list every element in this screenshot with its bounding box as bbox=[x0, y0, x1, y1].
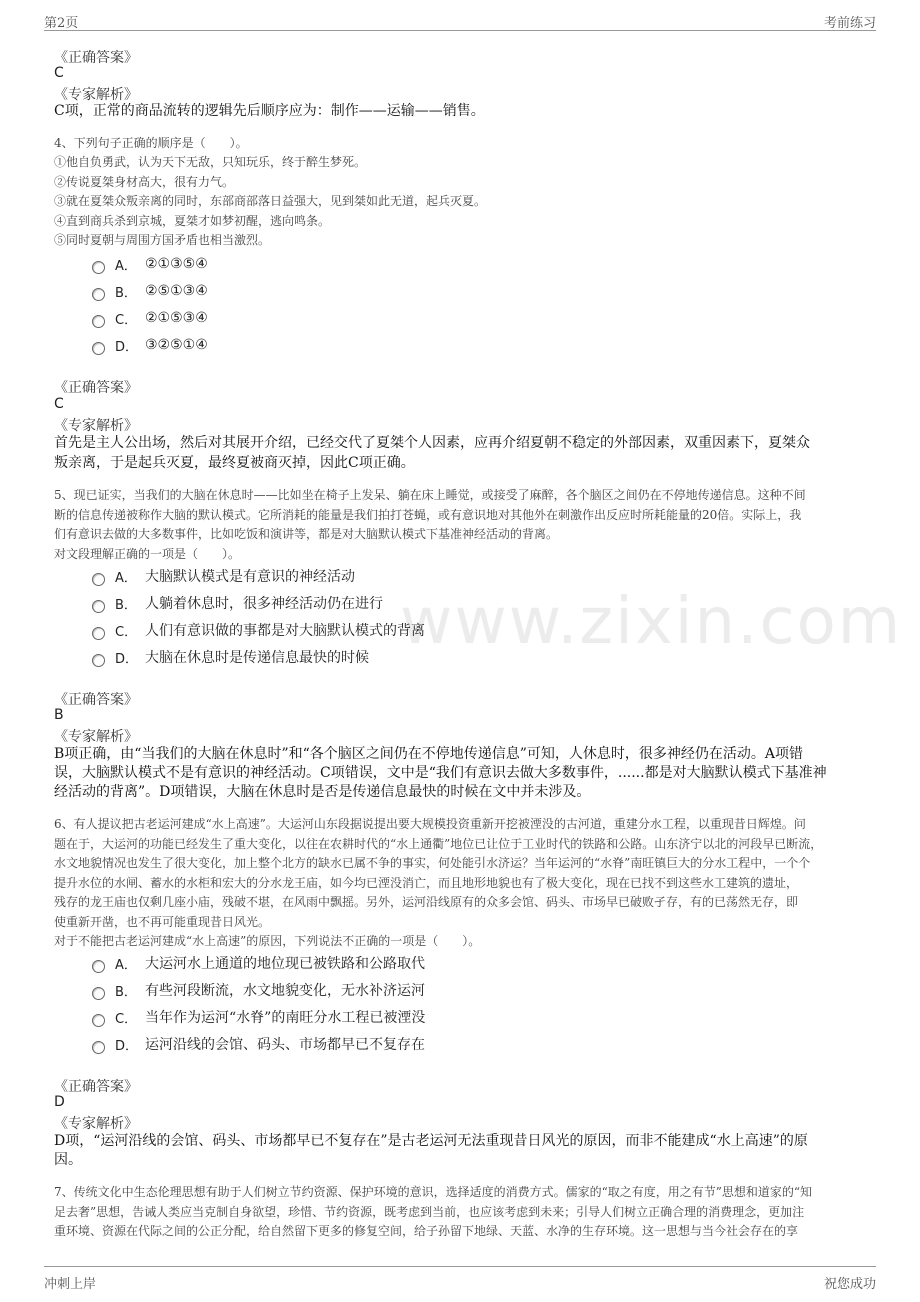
q4-sentence-4: ④直到商兵杀到京城，夏桀才如梦初醒，逃向鸣条。 bbox=[54, 214, 331, 228]
header-title: 考前练习 bbox=[823, 16, 876, 31]
q6-option-d[interactable] bbox=[92, 1032, 425, 1056]
q6-analysis-line-2: 因。 bbox=[54, 1152, 82, 1168]
q4-sentence-5: ⑤同时夏朝与周围方国矛盾也相当激烈。 bbox=[54, 233, 271, 247]
q4-option-c[interactable] bbox=[92, 306, 208, 330]
radio-button[interactable] bbox=[92, 960, 105, 973]
radio-button[interactable] bbox=[92, 654, 105, 667]
q5-option-d[interactable] bbox=[92, 645, 369, 669]
analysis-label: 《专家解析》 bbox=[54, 87, 138, 103]
footer-right-text: 祝您成功 bbox=[823, 1277, 876, 1292]
option-letter: B． bbox=[115, 285, 137, 301]
q3-answer: C bbox=[54, 65, 64, 81]
q5-analysis-line-2: 误，大脑默认模式不是有意识的神经活动。C项错误，文中是“我们有意识去做大多数事件，......都是对大脑默认模式下基准神 bbox=[54, 765, 827, 781]
q6-option-b[interactable] bbox=[92, 978, 425, 1002]
option-text: ②①⑤③④ bbox=[145, 310, 208, 326]
radio-button[interactable] bbox=[92, 261, 105, 274]
q6-analysis-line-1: D项，“运河沿线的会馆、码头、市场都早已不复存在”是古老运河无法重现昔日风光的原因，而非不能建成“水上高速”的原 bbox=[54, 1133, 808, 1149]
radio-button[interactable] bbox=[92, 987, 105, 1000]
q7-stem-line-2: 足去奢”思想，告诫人类应当克制自身欲望，珍惜、节约资源，既考虑到当前，也应该考虑到未来；引导人们树立正确合理的消费理念，更加注 bbox=[54, 1205, 805, 1219]
page-header bbox=[44, 6, 876, 31]
q4-analysis-line-2: 叛亲离，于是起兵灭夏，最终夏被商灭掉，因此C项正确。 bbox=[54, 455, 415, 471]
watermark: www.zixin.com bbox=[400, 585, 903, 659]
option-text: 运河沿线的会馆、码头、市场都早已不复存在 bbox=[145, 1037, 425, 1053]
q5-stem-line-3: 们有意识去做的大多数事件，比如吃饭和演讲等，都是对大脑默认模式下基准神经活动的背离。 bbox=[54, 527, 559, 541]
option-text: 人们有意识做的事都是对大脑默认模式的背离 bbox=[145, 623, 425, 639]
analysis-label: 《专家解析》 bbox=[54, 1116, 138, 1132]
footer-left-text: 冲刺上岸 bbox=[44, 1277, 97, 1292]
option-text: 当年作为运河“水脊”的南旺分水工程已被湮没 bbox=[145, 1010, 426, 1026]
analysis-label: 《专家解析》 bbox=[54, 418, 138, 434]
q4-sentence-1: ①他自负勇武，认为天下无敌，只知玩乐，终于醉生梦死。 bbox=[54, 155, 367, 169]
q4-answer: C bbox=[54, 396, 64, 412]
option-letter: A． bbox=[115, 957, 137, 973]
option-text: ③②⑤①④ bbox=[145, 337, 208, 353]
radio-button[interactable] bbox=[92, 288, 105, 301]
page-number: 第2页 bbox=[44, 16, 79, 31]
q6-stem-line-5: 残存的龙王庙也仅剩几座小庙，残破不堪，在风雨中飘摇。另外，运河沿线原有的众多会馆、码头、市场早已破败孑存，有的已荡然无存，即 bbox=[54, 895, 799, 909]
q5-analysis-line-3: 经活动的背离”。D项错误，大脑在休息时是否是传递信息最快的时候在文中并未涉及。 bbox=[54, 784, 591, 800]
q4-sentence-2: ②传说夏桀身材高大，很有力气。 bbox=[54, 175, 235, 189]
q5-analysis-line-1: B项正确，由“当我们的大脑在休息时”和“各个脑区之间仍在不停地传递信息”可知，人休息时，很多神经仍在活动。A项错 bbox=[54, 746, 804, 762]
q6-stem-line-6: 使重新开凿，也不再可能重现昔日风光。 bbox=[54, 915, 271, 929]
q3-analysis: C项，正常的商品流转的逻辑先后顺序应为：制作——运输——销售。 bbox=[54, 103, 485, 119]
q6-option-a[interactable] bbox=[92, 951, 425, 975]
q4-option-b[interactable] bbox=[92, 279, 208, 303]
option-letter: B． bbox=[115, 597, 137, 613]
q4-option-d[interactable] bbox=[92, 333, 208, 357]
q5-stem-line-2: 断的信息传递被称作大脑的默认模式。它所消耗的能量是我们拍打苍蝇，或有意识地对其他外在刺激作出反应时所耗能量的20倍。实际上，我 bbox=[54, 508, 802, 522]
radio-button[interactable] bbox=[92, 627, 105, 640]
q5-stem-line-1: 5、现已证实，当我们的大脑在休息时——比如坐在椅子上发呆、躺在床上睡觉，或接受了麻醉，各个脑区之间仍在不停地传递信息。这种不间 bbox=[54, 488, 806, 502]
option-text: ②⑤①③④ bbox=[145, 283, 208, 299]
option-letter: A． bbox=[115, 258, 137, 274]
option-letter: C． bbox=[115, 1011, 138, 1027]
radio-button[interactable] bbox=[92, 1014, 105, 1027]
q5-option-b[interactable] bbox=[92, 591, 383, 615]
q6-stem-line-1: 6、有人提议把古老运河建成“水上高速”。大运河山东段据说提出要大规模投资重新开挖被湮没的古河道，重建分水工程，以重现昔日辉煌。问 bbox=[54, 817, 806, 831]
option-text: 大脑默认模式是有意识的神经活动 bbox=[145, 569, 355, 585]
radio-button[interactable] bbox=[92, 573, 105, 586]
answer-label: 《正确答案》 bbox=[54, 50, 138, 66]
q4-stem: 4、下列句子正确的顺序是（ ）。 bbox=[54, 136, 248, 150]
q6-stem-line-3: 水文地貌情况也发生了很大变化，加上整个北方的缺水已属不争的事实，何处能引水济运？当年运河的“水脊”南旺镇巨大的分水工程中，一个个 bbox=[54, 856, 811, 870]
q5-option-c[interactable] bbox=[92, 618, 425, 642]
option-letter: D． bbox=[115, 1038, 139, 1054]
q7-stem-line-3: 重环境、资源在代际之间的公正分配，给自然留下更多的修复空间，给子孙留下地绿、天蓝、水净的生存环境。这一思想与当今社会存在的享 bbox=[54, 1224, 799, 1238]
option-letter: B． bbox=[115, 984, 137, 1000]
option-letter: C． bbox=[115, 312, 138, 328]
option-text: ②①③⑤④ bbox=[145, 256, 208, 272]
q6-prompt: 对于不能把古老运河建成“水上高速”的原因，下列说法不正确的一项是（ ）。 bbox=[54, 934, 481, 948]
option-text: 人躺着休息时，很多神经活动仍在进行 bbox=[145, 596, 383, 612]
option-letter: D． bbox=[115, 339, 139, 355]
q5-prompt: 对文段理解正确的一项是（ ）。 bbox=[54, 547, 241, 561]
option-letter: D． bbox=[115, 651, 139, 667]
option-text: 大脑在休息时是传递信息最快的时候 bbox=[145, 650, 369, 666]
q6-answer: D bbox=[54, 1094, 65, 1110]
answer-label: 《正确答案》 bbox=[54, 1079, 138, 1095]
q5-option-a[interactable] bbox=[92, 564, 355, 588]
answer-label: 《正确答案》 bbox=[54, 692, 138, 708]
option-text: 有些河段断流，水文地貌变化，无水补济运河 bbox=[145, 983, 425, 999]
q7-stem-line-1: 7、传统文化中生态伦理思想有助于人们树立节约资源、保护环境的意识，选择适度的消费方式。儒家的“取之有度，用之有节”思想和道家的“知 bbox=[54, 1185, 813, 1199]
option-letter: A． bbox=[115, 570, 137, 586]
q6-stem-line-2: 题在于，大运河的功能已经发生了重大变化，以往在农耕时代的“水上通衢”地位已让位于工业时代的铁路和公路。山东济宁以北的河段早已断流， bbox=[54, 837, 823, 851]
q6-stem-line-4: 提升水位的水闸、蓄水的水柜和宏大的分水龙王庙，如今均已湮没消亡，而且地形地貌也有了极大变化，现在已找不到这些水工建筑的遗址， bbox=[54, 876, 799, 890]
radio-button[interactable] bbox=[92, 600, 105, 613]
q4-sentence-3: ③就在夏桀众叛亲离的同时，东部商部落日益强大，见到桀如此无道，起兵灭夏。 bbox=[54, 194, 487, 208]
q4-option-a[interactable] bbox=[92, 252, 208, 276]
analysis-label: 《专家解析》 bbox=[54, 729, 138, 745]
q5-answer: B bbox=[54, 707, 64, 723]
q6-option-c[interactable] bbox=[92, 1005, 425, 1029]
option-letter: C． bbox=[115, 624, 138, 640]
q4-analysis-line-1: 首先是主人公出场，然后对其展开介绍，已经交代了夏桀个人因素，应再介绍夏朝不稳定的外部因素，双重因素下，夏桀众 bbox=[54, 435, 810, 451]
option-text: 大运河水上通道的地位现已被铁路和公路取代 bbox=[145, 956, 425, 972]
radio-button[interactable] bbox=[92, 1041, 105, 1054]
radio-button[interactable] bbox=[92, 315, 105, 328]
radio-button[interactable] bbox=[92, 342, 105, 355]
answer-label: 《正确答案》 bbox=[54, 380, 138, 396]
page-footer bbox=[44, 1266, 876, 1297]
